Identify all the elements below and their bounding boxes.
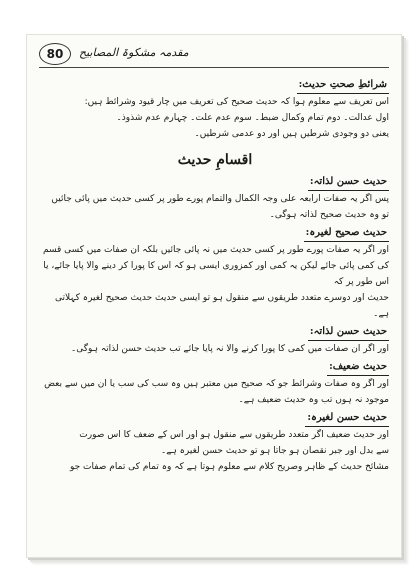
paragraph-line: اور حدیث ضعیف اگر متعدد طریقوں سے منقول ہو اور اس کے ضعف کا اس صورت bbox=[79, 430, 389, 440]
section-heading: حدیث ضعیف: bbox=[327, 359, 389, 376]
page-number: 80 bbox=[39, 43, 71, 65]
chapter-title: اقسامِ حدیث bbox=[177, 152, 253, 168]
book-page bbox=[26, 34, 402, 558]
section-heading: حدیث حسن لذاتہ: bbox=[308, 174, 389, 191]
section-hasan-lizatihi-2 bbox=[41, 324, 389, 357]
paragraph-line: کی کمی پائی جائے لیکن یہ کمی اور کمزوری ایسی ہو کہ اس کا پورا کر دینے والا پایا جائے، یا اس طور پر کہ bbox=[43, 261, 389, 287]
paragraph-line: اول عدالت۔ دوم تمام وکمال ضبط۔ سوم عدم علت۔ چہارم عدم شذوذ۔ bbox=[116, 113, 389, 123]
section-conditions bbox=[41, 77, 389, 142]
section-heading: حدیث حسن لذاتہ: bbox=[308, 324, 389, 341]
paragraph-line: سے بدل اور جبر نقصان ہو جاتا ہو تو حدیث حسن لغیرہ ہے۔ bbox=[160, 446, 389, 456]
page-content bbox=[41, 75, 389, 475]
section-heading: حدیث صحیح لغیرہ: bbox=[304, 225, 389, 242]
paragraph-line: اور اگر وہ صفات وشرائط جو کہ صحیح میں معتبر ہیں وہ سب کی سب یا ان میں سے بعض bbox=[44, 379, 389, 389]
paragraph-line: یعنی دو وجودی شرطیں ہیں اور دو عدمی شرطیں۔ bbox=[194, 129, 389, 139]
section-hasan-lighairihi bbox=[41, 410, 389, 475]
paragraph-line: تو وہ حدیث صحیح لذاتہ ہوگی۔ bbox=[269, 210, 389, 220]
section-daif bbox=[41, 359, 389, 408]
paragraph-line: اس تعریف سے معلوم ہوا کہ حدیث صحیح کی تعریف میں چار قیود وشرائط ہیں: bbox=[84, 97, 389, 107]
paragraph-line: اور اگر ان صفات میں کمی کا پورا کرنے والا نہ پایا جائے تب حدیث حسن لذاتہ ہوگی۔ bbox=[70, 344, 389, 354]
running-title: مقدمہ مشکوۃ المصابیح bbox=[79, 46, 189, 59]
paragraph-line: مشائخ حدیث کے ظاہر وصریح کلام سے معلوم ہوتا ہے کہ وہ تمام کی تمام صفات جو bbox=[69, 462, 389, 472]
section-heading: حدیث حسن لغیرہ: bbox=[305, 410, 389, 427]
section-sahih-lighairihi bbox=[41, 225, 389, 322]
section-heading: شرائطِ صحتِ حدیث: bbox=[297, 77, 389, 94]
paragraph-line: پس اگر یہ صفات ارابعہ علی وجہ الکمال والتمام پورے طور پر کسی حدیث میں پائی جائیں bbox=[51, 194, 389, 204]
page-header bbox=[39, 43, 389, 68]
paragraph-line: اور اگر یہ صفات پورے طور پر کسی حدیث میں نہ پائی جائیں بلکہ ان صفات میں کسی قسم bbox=[42, 245, 389, 255]
paragraph-line: حدیث اور دوسرے متعدد طریقوں سے منقول ہو تو ایسی حدیث حدیث صحیح لغیرہ کہلاتی ہے۔ bbox=[55, 293, 389, 319]
paragraph-line: موجود نہ ہوں تب وہ حدیث ضعیف ہے۔ bbox=[238, 395, 389, 405]
section-hasan-lizatihi-1 bbox=[41, 174, 389, 223]
